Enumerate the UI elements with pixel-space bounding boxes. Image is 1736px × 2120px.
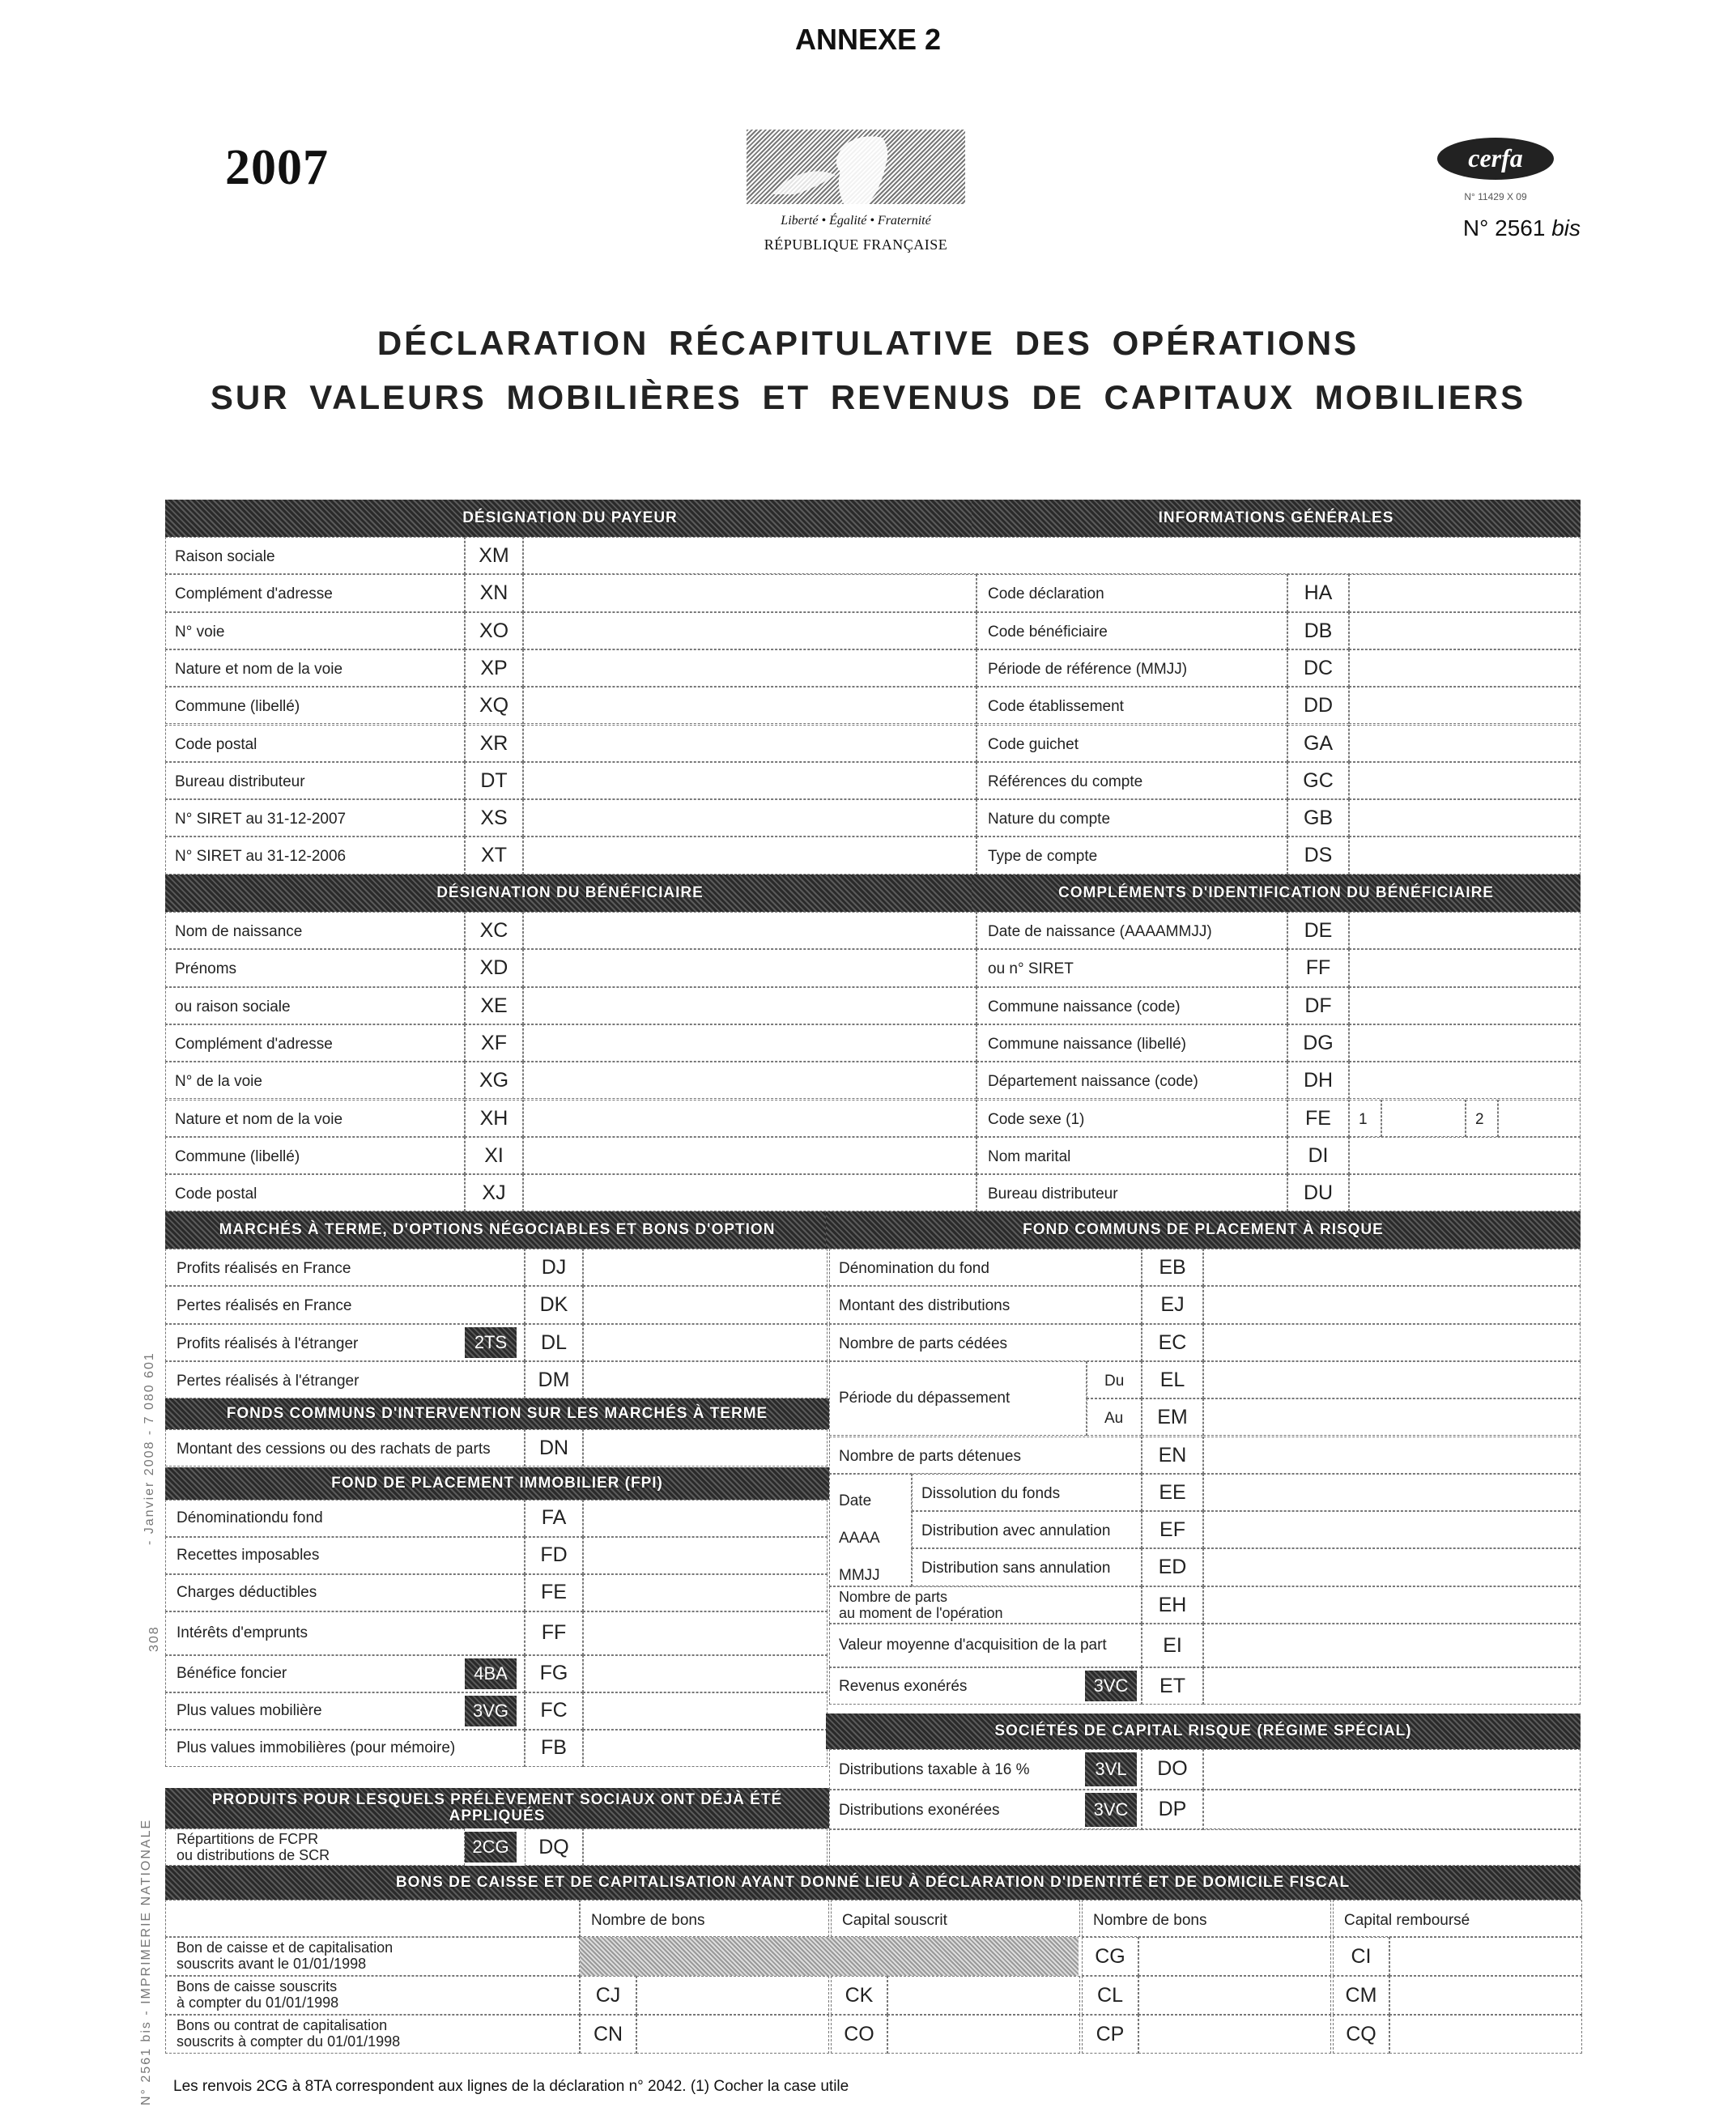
compl-input-field[interactable] <box>1349 1174 1581 1211</box>
fcpr-revenus-code: ET <box>1159 1675 1185 1697</box>
section-header-fcimt: FONDS COMMUNS D'INTERVENTION SUR LES MARCHÉS À TERME <box>165 1398 829 1429</box>
compl-label: Date de naissance (AAAAMMJJ) <box>988 923 1212 940</box>
benef-input-field[interactable] <box>523 1174 976 1211</box>
benef-code: XE <box>480 994 508 1017</box>
margin-text-c: - Janvier 2008 - 7 080 601 <box>143 1352 156 1545</box>
fcpr-au-label: Au <box>1104 1410 1124 1428</box>
bons-head-label-cell <box>165 1900 580 1937</box>
fcpr-revenus-ref-box: 3VC <box>1085 1671 1137 1701</box>
infos-code: GA <box>1303 731 1334 755</box>
fcpr-date-monthday-label: MMJJ <box>839 1566 880 1584</box>
payeur-input-field[interactable] <box>523 649 976 687</box>
bons-input-field[interactable] <box>1389 1937 1582 1976</box>
payeur-code: XS <box>480 807 508 830</box>
marches-label: Profits réalisés à l'étranger <box>177 1335 359 1352</box>
bons-code: CM <box>1345 1984 1377 2007</box>
form-year: 2007 <box>225 140 329 195</box>
infos-input-field[interactable] <box>1349 762 1581 799</box>
scr-input-field[interactable] <box>1203 1790 1581 1830</box>
payeur-code: XT <box>481 844 507 867</box>
fcpr-date-row-code: EF <box>1159 1518 1185 1542</box>
payeur-code: DT <box>480 768 508 792</box>
footnote: Les renvois 2CG à 8TA correspondent aux lignes de la déclaration n° 2042. (1) Cocher la case utile <box>173 2078 849 2095</box>
fcpr-input-field[interactable] <box>1203 1324 1581 1361</box>
compl-code: DH <box>1303 1069 1334 1092</box>
benef-code: XJ <box>482 1181 506 1205</box>
fpi-code: FE <box>541 1581 567 1603</box>
bons-code: CI <box>1351 1945 1372 1968</box>
infos-code: DC <box>1303 656 1334 679</box>
infos-label: Code établissement <box>988 698 1124 716</box>
payeur-label: Code postal <box>175 735 257 753</box>
infos-label: Références du compte <box>988 773 1143 790</box>
fcpr-input-field[interactable] <box>1203 1249 1581 1286</box>
bons-code: CK <box>845 1984 874 2007</box>
payeur-label: N° SIRET au 31-12-2006 <box>175 848 347 866</box>
fcpr-operation-label-line-2: au moment de l'opération <box>839 1604 1003 1621</box>
infos-label: Période de référence (MMJJ) <box>988 660 1188 678</box>
bons-row-label-line-2: à compter du 01/01/1998 <box>177 1994 339 2011</box>
bons-code: CQ <box>1346 2023 1376 2046</box>
produits-input-field[interactable] <box>583 1828 828 1866</box>
fcpr-valeur-code: EI <box>1163 1634 1182 1657</box>
scr-ref-box: 3VC <box>1085 1793 1137 1827</box>
fpi-code: FB <box>541 1736 567 1759</box>
fcpr-date-row-label: Distribution sans annulation <box>921 1560 1111 1577</box>
bons-input-field[interactable] <box>636 1976 829 2015</box>
marianne-icon <box>747 130 965 204</box>
marches-ref-box: 2TS <box>465 1327 517 1358</box>
benef-input-field[interactable] <box>523 987 976 1024</box>
compl-input-field[interactable] <box>1349 1024 1581 1062</box>
fcpr-au-code: EM <box>1157 1406 1188 1429</box>
fcimt-code: DN <box>538 1437 569 1459</box>
infos-label: Code guichet <box>988 735 1079 753</box>
payeur-label: Complément d'adresse <box>175 585 333 603</box>
compl-code: DG <box>1303 1031 1334 1054</box>
benef-label: Complément d'adresse <box>175 1035 333 1053</box>
bons-input-field[interactable] <box>887 2015 1080 2054</box>
produits-label-line-1: Répartitions de FCPR <box>177 1831 319 1847</box>
payeur-code: XO <box>479 619 509 642</box>
benef-code: XH <box>479 1106 508 1130</box>
payeur-input-field[interactable] <box>523 762 976 799</box>
fcpr-code: EB <box>1159 1256 1186 1279</box>
sex-tail-cell <box>1498 1100 1581 1137</box>
margin-text-a: N° 2561 bis - IMPRIMERIE NATIONALE <box>139 1818 153 2105</box>
bons-column-header: Nombre de bons <box>591 1912 705 1929</box>
benef-label: ou raison sociale <box>175 998 291 1015</box>
infos-code: HA <box>1304 581 1333 605</box>
fcpr-date-row-code: EE <box>1159 1480 1186 1504</box>
fpi-input-field[interactable] <box>583 1655 828 1692</box>
fpi-label: Charges déductibles <box>177 1584 317 1601</box>
section-header-fpi: FOND DE PLACEMENT IMMOBILIER (FPI) <box>165 1467 829 1500</box>
cerfa-logo-text: cerfa <box>1468 143 1523 172</box>
fpi-input-field[interactable] <box>583 1611 828 1655</box>
compl-code: FE <box>1305 1106 1331 1130</box>
fcpr-label: Dénomination du fond <box>839 1260 989 1277</box>
benef-code: XI <box>484 1143 504 1167</box>
form-number-prefix: N° 2561 <box>1462 215 1546 241</box>
infos-code: DS <box>1304 844 1333 867</box>
payeur-code: XR <box>479 731 508 755</box>
fpi-label: Plus values immobilières (pour mémoire) <box>177 1739 456 1756</box>
compl-label: Bureau distributeur <box>988 1186 1118 1203</box>
compl-label: Nom marital <box>988 1147 1071 1165</box>
bons-code: CJ <box>595 1984 621 2007</box>
infos-label: Type de compte <box>988 848 1098 866</box>
compl-label: Commune naissance (code) <box>988 998 1181 1015</box>
sex-gap-cell <box>1381 1100 1466 1137</box>
section-header-infos: INFORMATIONS GÉNÉRALES <box>972 500 1581 537</box>
cerfa-logo <box>1435 136 1556 181</box>
infos-code: GB <box>1303 807 1334 830</box>
infos-label: Code déclaration <box>988 585 1104 603</box>
cerfa-number: N° 11429 X 09 <box>1464 191 1527 202</box>
bons-row-label-line-1: Bons de caisse souscrits <box>177 1978 338 1994</box>
infos-input-field[interactable] <box>1349 687 1581 724</box>
title-line-2: SUR VALEURS MOBILIÈRES ET REVENUS DE CAPITAUX MOBILIERS <box>210 378 1526 416</box>
bons-column-header: Nombre de bons <box>1093 1912 1207 1929</box>
fcpr-date-label: Date <box>839 1492 872 1509</box>
payeur-input-field[interactable] <box>523 574 976 611</box>
bons-input-field[interactable] <box>1138 1976 1331 2015</box>
marches-code: DJ <box>541 1256 567 1279</box>
infos-input-field[interactable] <box>1349 837 1581 874</box>
fcpr-au-input-field[interactable] <box>1203 1398 1581 1436</box>
bons-column-header: Capital remboursé <box>1344 1912 1470 1929</box>
annex-label: ANNEXE 2 <box>794 23 942 56</box>
fpi-code: FG <box>539 1662 568 1684</box>
bons-input-field[interactable] <box>636 2015 829 2054</box>
fpi-label: Recettes imposables <box>177 1547 320 1564</box>
bons-code: CP <box>1096 2023 1125 2046</box>
fcpr-date-row-input-field[interactable] <box>1203 1474 1581 1511</box>
fcpr-date-row-input-field[interactable] <box>1203 1548 1581 1586</box>
compl-label: Code sexe (1) <box>988 1110 1085 1128</box>
fpi-input-field[interactable] <box>583 1574 828 1611</box>
marches-code: DL <box>541 1330 567 1354</box>
bons-row-label-line-2: souscrits à compter du 01/01/1998 <box>177 2033 401 2050</box>
fcpr-label: Montant des distributions <box>839 1297 1011 1315</box>
fcpr-periode-label: Période du dépassement <box>839 1390 1011 1407</box>
fcpr-date-year-label: AAAA <box>839 1529 880 1547</box>
fcpr-operation-code: EH <box>1158 1593 1187 1616</box>
compl-label: Commune naissance (libellé) <box>988 1035 1186 1053</box>
compl-input-field[interactable] <box>1349 987 1581 1024</box>
fpi-label: Bénéfice foncier <box>177 1665 287 1682</box>
fpi-code: FF <box>541 1621 567 1644</box>
marches-input-field[interactable] <box>583 1249 828 1286</box>
produits-ref-box: 2CG <box>465 1832 517 1862</box>
fcpr-date-row-input-field[interactable] <box>1203 1511 1581 1548</box>
sex-option-2-label: 2 <box>1475 1110 1484 1128</box>
benef-label: Prénoms <box>175 960 237 978</box>
infos-input-field[interactable] <box>1349 649 1581 687</box>
form-number-suffix: bis <box>1551 215 1581 241</box>
payeur-input-field[interactable] <box>523 687 976 724</box>
marches-label: Pertes réalisés en France <box>177 1297 352 1315</box>
fcpr-parts-input-field[interactable] <box>1203 1437 1581 1474</box>
payeur-input-field[interactable] <box>523 837 976 874</box>
compl-input-field[interactable] <box>1349 1137 1581 1174</box>
infos-code: GC <box>1303 768 1334 792</box>
compl-input-field[interactable] <box>1349 912 1581 949</box>
margin-text-b: 308 <box>147 1625 161 1652</box>
scr-code: DP <box>1158 1798 1187 1820</box>
sex-option-1-label: 1 <box>1359 1110 1368 1128</box>
payeur-input-field[interactable] <box>523 799 976 837</box>
bons-row-label-line-2: souscrits avant le 01/01/1998 <box>177 1956 367 1972</box>
benef-code: XC <box>479 919 508 942</box>
scr-input-field[interactable] <box>1203 1749 1581 1790</box>
marches-code: DM <box>538 1368 570 1391</box>
payeur-input-field[interactable] <box>523 537 1581 574</box>
fcimt-label: Montant des cessions ou des rachats de parts <box>177 1441 491 1458</box>
fpi-input-field[interactable] <box>583 1730 828 1767</box>
compl-code: DU <box>1303 1181 1334 1205</box>
fcpr-revenus-input-field[interactable] <box>1203 1667 1581 1705</box>
infos-code: DB <box>1304 619 1333 642</box>
section-header-bons: BONS DE CAISSE ET DE CAPITALISATION AYANT DONNÉ LIEU À DÉCLARATION D'IDENTITÉ ET DE DOMICILE FISCAL <box>165 1866 1581 1900</box>
benef-label: Nom de naissance <box>175 923 303 940</box>
benef-label: N° de la voie <box>175 1073 262 1091</box>
bons-input-field[interactable] <box>1389 2015 1582 2054</box>
benef-input-field[interactable] <box>523 949 976 986</box>
fcpr-du-label: Du <box>1104 1372 1125 1390</box>
compl-label: Département naissance (code) <box>988 1073 1198 1091</box>
section-header-beneficiaire: DÉSIGNATION DU BÉNÉFICIAIRE <box>165 875 975 912</box>
fcimt-input-field[interactable] <box>583 1429 828 1467</box>
benef-code: XG <box>479 1069 509 1092</box>
scr-blank-cell <box>829 1828 1581 1866</box>
fcpr-operation-label-line-1: Nombre de parts <box>839 1588 948 1605</box>
infos-label: Nature du compte <box>988 811 1111 828</box>
section-header-scr: SOCIÉTÉS DE CAPITAL RISQUE (RÉGIME SPÉCIAL) <box>826 1713 1581 1749</box>
fcpr-valeur-label: Valeur moyenne d'acquisition de la part <box>839 1637 1107 1654</box>
infos-input-field[interactable] <box>1349 574 1581 611</box>
payeur-input-field[interactable] <box>523 725 976 762</box>
section-header-produits: PRODUITS POUR LESQUELS PRÉLÈVEMENT SOCIAUX ONT DÉJÀ ÉTÉ APPLIQUÉS <box>165 1788 829 1828</box>
fcpr-input-field[interactable] <box>1203 1286 1581 1323</box>
marches-input-field[interactable] <box>583 1286 828 1323</box>
fpi-input-field[interactable] <box>583 1537 828 1574</box>
marches-label: Profits réalisés en France <box>177 1260 351 1277</box>
title-line-1: DÉCLARATION RÉCAPITULATIVE DES OPÉRATIONS <box>377 324 1359 362</box>
scr-label: Distributions taxable à 16 % <box>839 1761 1030 1778</box>
scr-label: Distributions exonérées <box>839 1802 1000 1819</box>
benef-input-field[interactable] <box>523 1024 976 1062</box>
compl-code: DE <box>1304 919 1333 942</box>
scr-code: DO <box>1157 1757 1188 1780</box>
section-header-complements: COMPLÉMENTS D'IDENTIFICATION DU BÉNÉFICIAIRE <box>972 875 1581 912</box>
payeur-code: XQ <box>479 694 509 717</box>
benef-input-field[interactable] <box>523 1137 976 1174</box>
produits-label-line-2: ou distributions de SCR <box>177 1847 330 1863</box>
fpi-input-field[interactable] <box>583 1500 828 1537</box>
fpi-ref-box: 4BA <box>465 1658 517 1689</box>
scr-ref-box: 3VL <box>1085 1752 1137 1786</box>
fcpr-du-code: EL <box>1159 1368 1185 1391</box>
fpi-code: FA <box>541 1506 567 1529</box>
bons-code: CO <box>844 2023 874 2046</box>
fcpr-parts-label: Nombre de parts détenues <box>839 1447 1021 1465</box>
compl-label: ou n° SIRET <box>988 960 1074 978</box>
bons-row-label-line-1: Bons ou contrat de capitalisation <box>177 2017 388 2033</box>
payeur-label: Raison sociale <box>175 548 275 565</box>
fcpr-date-row-label: Dissolution du fonds <box>921 1484 1061 1502</box>
republique-francaise-logo <box>743 130 968 266</box>
fcpr-valeur-input-field[interactable] <box>1203 1624 1581 1667</box>
fcpr-code: EJ <box>1160 1293 1185 1317</box>
infos-input-field[interactable] <box>1349 799 1581 837</box>
bons-disabled-area <box>580 1937 1079 1976</box>
infos-input-field[interactable] <box>1349 725 1581 762</box>
fpi-input-field[interactable] <box>583 1692 828 1730</box>
fcpr-date-row-label: Distribution avec annulation <box>921 1522 1111 1540</box>
bons-input-field[interactable] <box>1389 1976 1582 2015</box>
section-header-fcpr: FOND COMMUNS DE PLACEMENT À RISQUE <box>826 1211 1581 1249</box>
benef-input-field[interactable] <box>523 1062 976 1099</box>
marches-input-field[interactable] <box>583 1361 828 1398</box>
payeur-label: N° SIRET au 31-12-2007 <box>175 811 347 828</box>
benef-input-field[interactable] <box>523 912 976 949</box>
bons-input-field[interactable] <box>887 1976 1080 2015</box>
logo-republic: RÉPUBLIQUE FRANÇAISE <box>764 236 948 253</box>
fcpr-parts-code: EN <box>1158 1443 1187 1467</box>
fpi-code: FD <box>540 1543 568 1566</box>
fpi-label: Intérêts d'emprunts <box>177 1624 308 1641</box>
payeur-code: XN <box>479 581 508 605</box>
compl-input-field[interactable] <box>1349 949 1581 986</box>
benef-code: XF <box>481 1031 507 1054</box>
logo-motto: Liberté • Égalité • Fraternité <box>781 214 931 228</box>
payeur-label: N° voie <box>175 623 225 641</box>
compl-code: FF <box>1305 956 1331 980</box>
bons-input-field[interactable] <box>1138 2015 1331 2054</box>
bons-code: CG <box>1095 1945 1125 1968</box>
fpi-code: FC <box>540 1699 568 1722</box>
compl-code: DF <box>1304 994 1332 1017</box>
fpi-label: Plus values mobilière <box>177 1702 322 1719</box>
marches-label: Pertes réalisés à l'étranger <box>177 1372 360 1390</box>
produits-code: DQ <box>538 1836 569 1858</box>
infos-label: Code bénéficiaire <box>988 623 1108 641</box>
fcpr-date-row-code: ED <box>1158 1556 1187 1579</box>
fpi-ref-box: 3VG <box>465 1696 517 1726</box>
infos-input-field[interactable] <box>1349 612 1581 649</box>
payeur-code: XM <box>479 544 509 567</box>
compl-code: DI <box>1308 1143 1329 1167</box>
benef-label: Code postal <box>175 1186 257 1203</box>
fpi-label: Dénominationdu fond <box>177 1509 323 1526</box>
bons-input-field[interactable] <box>1138 1937 1331 1976</box>
payeur-code: XP <box>480 656 508 679</box>
payeur-label: Bureau distributeur <box>175 773 305 790</box>
marches-code: DK <box>539 1293 568 1317</box>
payeur-label: Nature et nom de la voie <box>175 660 343 678</box>
compl-input-field[interactable] <box>1349 1062 1581 1099</box>
fcpr-operation-input-field[interactable] <box>1203 1586 1581 1624</box>
fcpr-revenus-label: Revenus exonérés <box>839 1678 968 1695</box>
bons-code: CL <box>1097 1984 1123 2007</box>
bons-row-label-line-1: Bon de caisse et de capitalisation <box>177 1939 394 1956</box>
form-number <box>1410 215 1581 241</box>
section-header-payeur: DÉSIGNATION DU PAYEUR <box>165 500 975 537</box>
bons-column-header: Capital souscrit <box>842 1912 947 1929</box>
bons-code: CN <box>593 2023 623 2046</box>
benef-input-field[interactable] <box>523 1100 976 1137</box>
benef-code: XD <box>479 956 508 980</box>
fcpr-du-input-field[interactable] <box>1203 1361 1581 1398</box>
payeur-label: Commune (libellé) <box>175 698 300 716</box>
fcpr-code: EC <box>1158 1330 1187 1354</box>
infos-code: DD <box>1303 694 1334 717</box>
fcpr-label: Nombre de parts cédées <box>839 1335 1008 1352</box>
benef-label: Nature et nom de la voie <box>175 1110 343 1128</box>
payeur-input-field[interactable] <box>523 612 976 649</box>
benef-label: Commune (libellé) <box>175 1147 300 1165</box>
section-header-marches: MARCHÉS À TERME, D'OPTIONS NÉGOCIABLES ET BONS D'OPTION <box>165 1211 829 1249</box>
marches-input-field[interactable] <box>583 1324 828 1361</box>
